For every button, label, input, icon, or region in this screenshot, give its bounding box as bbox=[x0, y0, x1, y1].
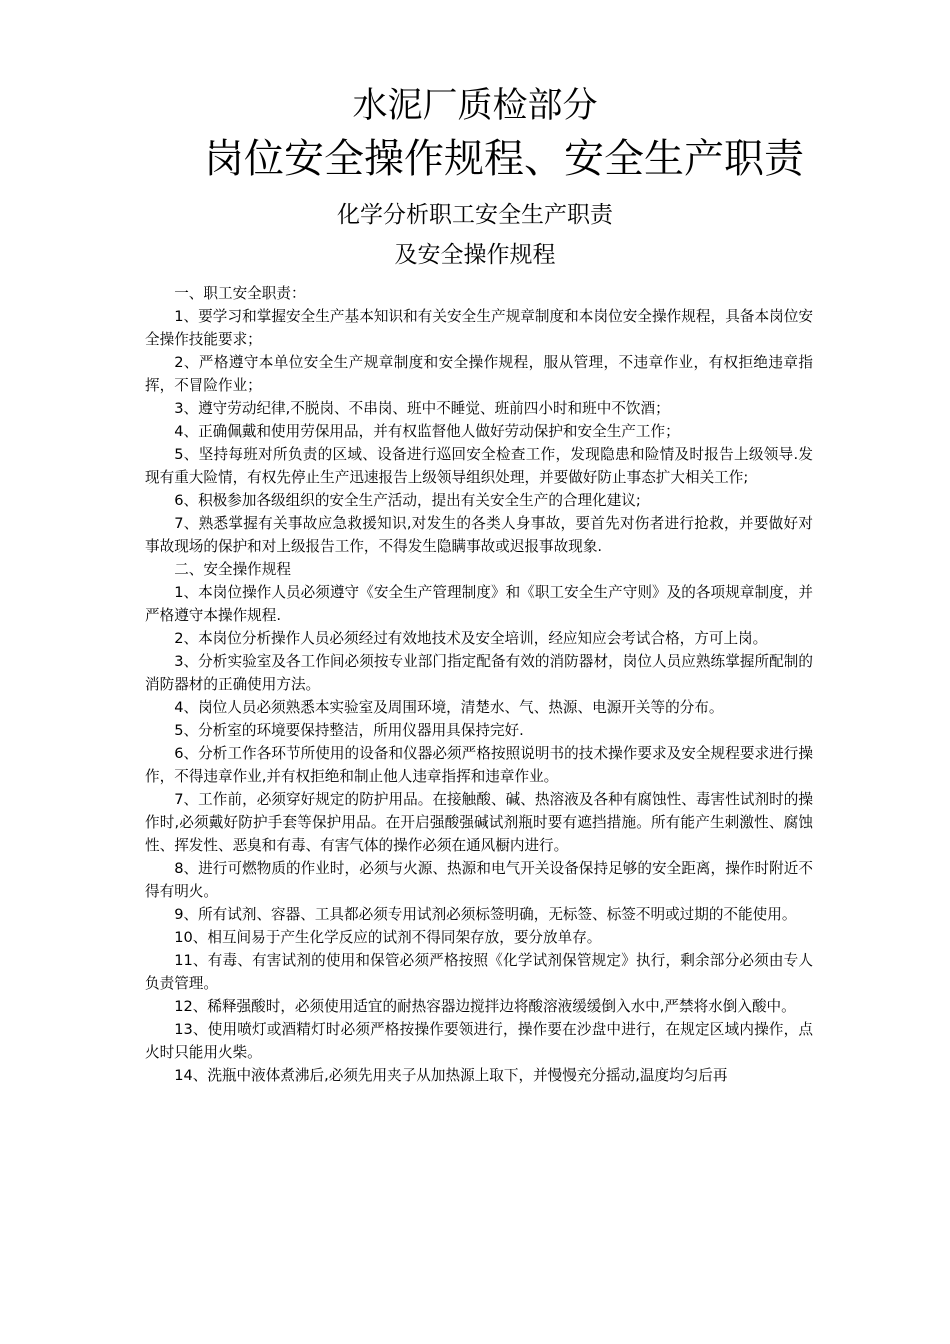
section2-item: 1、本岗位操作人员必须遵守《安全生产管理制度》和《职工安全生产守则》及的各项规章制度，并严格遵守本操作规程. bbox=[145, 584, 813, 624]
document-subtitle-line1: 化学分析职工安全生产职责 bbox=[337, 202, 613, 228]
document-body bbox=[145, 282, 813, 1087]
section2-item: 6、分析工作各环节所使用的设备和仪器必须严格按照说明书的技术操作要求及安全规程要求进行操作，不得违章作业,并有权拒绝和制止他人违章指挥和违章作业。 bbox=[145, 745, 813, 785]
section1-item: 5、坚持每班对所负责的区域、设备进行巡回安全检查工作，发现隐患和险情及时报告上级领导.发现有重大险情，有权先停止生产迅速报告上级领导组织处理，并要做好防止事态扩大相关工作; bbox=[145, 446, 813, 486]
document-title-line2: 岗位安全操作规程、安全生产职责 bbox=[204, 136, 804, 182]
document-title-line1: 水泥厂质检部分 bbox=[352, 86, 598, 126]
section2-item: 12、稀释强酸时，必须使用适宜的耐热容器边搅拌边将酸溶液缓缓倒入水中,严禁将水倒入酸中。 bbox=[174, 998, 796, 1015]
section1-item: 4、正确佩戴和使用劳保用品，并有权监督他人做好劳动保护和安全生产工作； bbox=[174, 423, 680, 440]
section1-item: 7、熟悉掌握有关事故应急救援知识,对发生的各类人身事故，要首先对伤者进行抢救，并要做好对事故现场的保护和对上级报告工作，不得发生隐瞒事故或迟报事故现象. bbox=[145, 515, 813, 555]
section2-item: 8、进行可燃物质的作业时，必须与火源、热源和电气开关设备保持足够的安全距离，操作时附近不得有明火。 bbox=[145, 860, 813, 900]
section1-heading: 一、职工安全职责： bbox=[174, 285, 306, 302]
document-subtitle-line2: 及安全操作规程 bbox=[394, 242, 556, 268]
section2-item: 5、分析室的环境要保持整洁，所用仪器用具保持完好. bbox=[174, 722, 524, 739]
section2-item: 13、使用喷灯或酒精灯时必须严格按操作要领进行，操作要在沙盘中进行，在规定区域内操作，点火时只能用火柴。 bbox=[145, 1021, 813, 1061]
section2-item: 14、洗瓶中液体煮沸后,必须先用夹子从加热源上取下，并慢慢充分摇动,温度均匀后再 bbox=[174, 1067, 728, 1084]
section2-heading: 二、安全操作规程 bbox=[174, 561, 291, 578]
section2-item: 3、分析实验室及各工作间必须按专业部门指定配备有效的消防器材，岗位人员应熟练掌握所配制的消防器材的正确使用方法。 bbox=[145, 653, 813, 693]
section1-item: 1、要学习和掌握安全生产基本知识和有关安全生产规章制度和本岗位安全操作规程，具备本岗位安全操作技能要求； bbox=[145, 308, 813, 348]
section2-item: 7、工作前，必须穿好规定的防护用品。在接触酸、碱、热溶液及各种有腐蚀性、毒害性试剂时的操作时,必须戴好防护手套等保护用品。在开启强酸强碱试剂瓶时要有遮挡措施。所有能产生刺激性、腐蚀性、挥发性、恶臭和有毒、有害气体的操作必须在通风橱内进行。 bbox=[145, 791, 813, 854]
section2-item: 10、相互间易于产生化学反应的试剂不得同架存放，要分放单存。 bbox=[174, 929, 602, 946]
section2-item: 9、所有试剂、容器、工具都必须专用试剂必须标签明确，无标签、标签不明或过期的不能使用。 bbox=[174, 906, 797, 923]
section1-item: 6、积极参加各级组织的安全生产活动，提出有关安全生产的合理化建议; bbox=[174, 492, 641, 509]
section2-item: 2、本岗位分析操作人员必须经过有效地技术及安全培训，经应知应会考试合格，方可上岗。 bbox=[174, 630, 768, 647]
section2-item: 4、岗位人员必须熟悉本实验室及周围环境，清楚水、气、热源、电源开关等的分布。 bbox=[174, 699, 724, 716]
section1-item: 3、遵守劳动纪律,不脱岗、不串岗、班中不睡觉、班前四小时和班中不饮酒； bbox=[174, 400, 670, 417]
section2-item: 11、有毒、有害试剂的使用和保管必须严格按照《化学试剂保管规定》执行，剩余部分必须由专人负责管理。 bbox=[145, 952, 813, 992]
section1-item: 2、严格遵守本单位安全生产规章制度和安全操作规程，服从管理，不违章作业，有权拒绝违章指挥，不冒险作业； bbox=[145, 354, 813, 394]
